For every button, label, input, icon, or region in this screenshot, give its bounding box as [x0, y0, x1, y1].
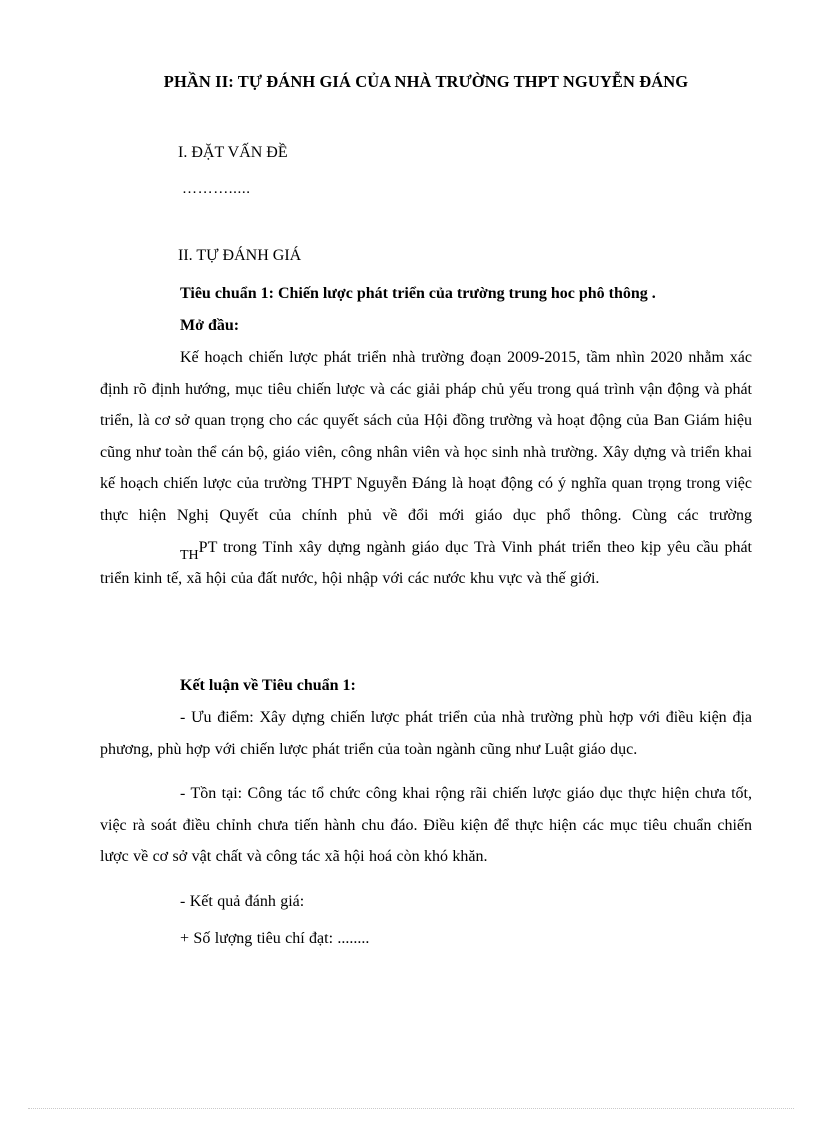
weaknesses-paragraph: - Tồn tại: Công tác tổ chức công khai rộng rãi chiến lược giáo dục thực hiện chưa tốt, việc rà soát điều chỉnh chưa tiến hành chu đáo. Điều kiện để thực hiện các mục tiêu chuẩn chiến lược về cơ sở vật chất và công tác xã hội hoá còn khó khăn.	[100, 785, 752, 866]
intro-paragraph	[100, 336, 752, 594]
page-title: PHẦN II: TỰ ĐÁNH GIÁ CỦA NHÀ TRƯỜNG THPT NGUYỄN ĐÁNG	[163, 72, 689, 91]
footer-divider	[28, 1108, 794, 1110]
section-heading-tu-danh-gia: II. TỰ ĐÁNH GIÁ	[178, 247, 302, 265]
strengths-paragraph: - Ưu điểm: Xây dựng chiến lược phát triển của nhà trường phù hợp với điều kiện địa phương, phù hợp với chiến lược phát triển của toàn ngành cũng như Luật giáo dục.	[100, 709, 752, 758]
intro-paragraph-text-after: PT trong Tỉnh xây dựng ngành giáo dục Trà Vinh phát triển theo kịp yêu cầu phát triển kinh tế, xã hội của đất nước, hội nhập với các nước khu vực và thế giới.	[100, 538, 752, 588]
intro-paragraph-shifted-th: TH	[180, 547, 199, 563]
evaluation-result-label: - Kết quả đánh giá:	[180, 892, 305, 910]
intro-heading-mo-dau: Mở đầu:	[180, 316, 240, 334]
section-heading-dat-van-de: I. ĐẶT VẤN ĐỀ	[178, 143, 288, 161]
criteria-count-label: + Số lượng tiêu chí đạt: ........	[180, 930, 370, 948]
page-content	[100, 0, 752, 955]
intro-paragraph-text-before: Kế hoạch chiến lược phát triển nhà trường đoạn 2009-2015, tầm nhìn 2020 nhằm xác định rõ định hướng, mục tiêu chiến lược và các giải pháp chủ yếu trong quá trình vận động và phát triển, là cơ sở quan trọng cho các quyết sách của Hội đồng trường và hoạt động của Ban Giám hiệu cũng như toàn thể cán bộ, giáo viên, công nhân viên và học sinh nhà trường. Xây dựng và triển khai kế hoạch chiến lược của trường THPT Nguyễn Đáng là hoạt động có ý nghĩa quan trọng trong việc thực hiện Nghị Quyết của chính phủ về đổi mới giáo dục phổ thông. Cùng các trường	[100, 349, 752, 524]
conclusion-heading: Kết luận về Tiêu chuẩn 1:	[180, 676, 356, 694]
section-1-placeholder-dots: ……….....	[182, 181, 251, 198]
standard-1-heading: Tiêu chuẩn 1: Chiến lược phát triển của trường trung hoc phô thông .	[180, 285, 656, 303]
